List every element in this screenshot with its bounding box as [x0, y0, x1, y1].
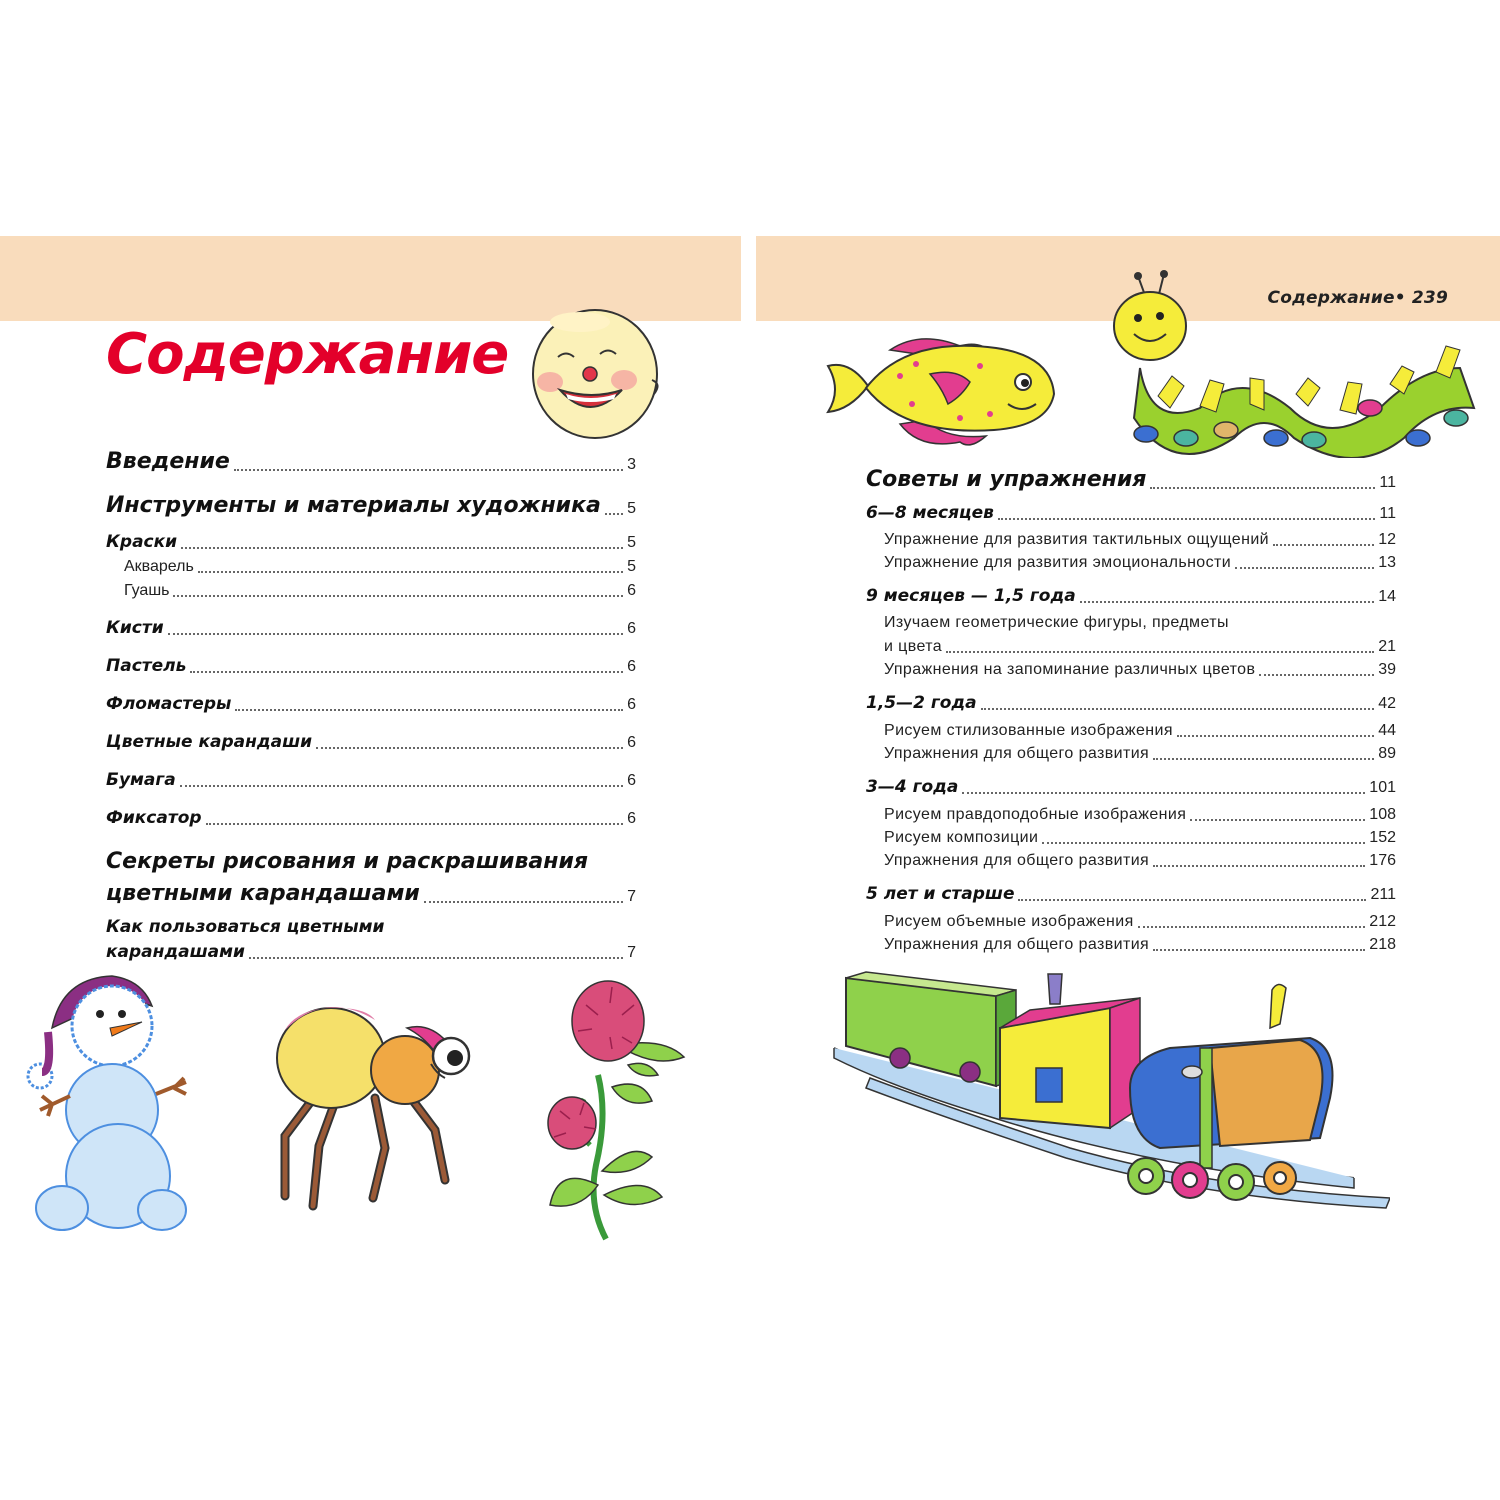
toc-entry-label: 3—4 года — [866, 777, 959, 797]
toc-leader — [1042, 841, 1365, 844]
toc-entry-page: 6 — [627, 810, 636, 827]
toc-entry-label: Бумага — [106, 770, 176, 790]
toc-entry[interactable] — [106, 916, 636, 962]
toc-entry-page: 152 — [1369, 829, 1396, 846]
toc-entry-label-line1: Изучаем геометрические фигуры, предметы — [884, 614, 1229, 631]
toc-entry[interactable] — [866, 713, 1396, 740]
toc-leader — [1190, 818, 1365, 821]
toc-entry-page: 14 — [1378, 588, 1396, 605]
toc-entry[interactable] — [866, 931, 1396, 954]
toc-entry[interactable] — [866, 797, 1396, 824]
toc-entry-label: Акварель — [124, 558, 194, 575]
toc-entry[interactable] — [106, 638, 636, 676]
toc-leader — [1153, 864, 1365, 867]
toc-entry-page: 39 — [1378, 661, 1396, 678]
toc-entry-label: Пастель — [106, 656, 187, 676]
toc-entry[interactable] — [106, 478, 636, 518]
toc-entry[interactable] — [866, 763, 1396, 797]
toc-leader — [1177, 734, 1374, 737]
toc-leader — [998, 517, 1376, 520]
toc-right — [866, 460, 1396, 954]
toc-entry-page: 6 — [627, 620, 636, 637]
toc-entry-page: 218 — [1369, 936, 1396, 953]
toc-entry-page: 42 — [1378, 695, 1396, 712]
toc-leader — [946, 650, 1374, 653]
toc-entry-label: 5 лет и старше — [866, 884, 1015, 904]
toc-entry-label: Гуашь — [124, 582, 170, 599]
toc-entry-label-line2: цветными карандашами — [106, 881, 420, 906]
toc-entry-label: Рисуем объемные изображения — [884, 913, 1134, 930]
toc-entry-label: Рисуем правдоподобные изображения — [884, 806, 1187, 823]
toc-leader — [962, 791, 1365, 794]
toc-leader — [234, 468, 623, 471]
toc-leader — [1153, 948, 1365, 951]
toc-entry-label: Фиксатор — [106, 808, 202, 828]
toc-entry-label: Упражнение для развития тактильных ощущений — [884, 531, 1269, 548]
toc-entry-label: Кисти — [106, 618, 164, 638]
toc-entry-page: 12 — [1378, 531, 1396, 548]
toc-entry[interactable] — [106, 600, 636, 638]
toc-entry-page: 6 — [627, 772, 636, 789]
toc-entry-page: 21 — [1378, 638, 1396, 655]
toc-entry-label: Упражнения на запоминание различных цветов — [884, 661, 1256, 678]
toc-entry[interactable] — [866, 656, 1396, 679]
toc-entry[interactable] — [866, 549, 1396, 572]
toc-leader — [605, 512, 623, 515]
toc-entry[interactable] — [866, 460, 1396, 492]
toc-entry[interactable] — [106, 438, 636, 474]
toc-entry[interactable] — [106, 676, 636, 714]
toc-entry-label: Инструменты и материалы художника — [106, 493, 601, 518]
train-drawing — [830, 968, 1390, 1228]
toc-entry-page: 7 — [627, 944, 636, 961]
clover-drawing — [538, 975, 698, 1245]
toc-entry-page: 11 — [1379, 505, 1396, 522]
face-drawing — [520, 302, 670, 442]
toc-entry-page: 108 — [1369, 806, 1396, 823]
running-head-page: 239 — [1411, 288, 1448, 308]
toc-entry-page: 5 — [627, 558, 636, 575]
toc-leader — [424, 900, 623, 903]
toc-entry-label: 1,5—2 года — [866, 693, 977, 713]
toc-leader — [235, 708, 623, 711]
toc-entry-page: 212 — [1369, 913, 1396, 930]
toc-entry-page: 89 — [1378, 745, 1396, 762]
toc-entry[interactable] — [106, 752, 636, 790]
toc-entry-label-line1: Секреты рисования и раскрашивания — [106, 849, 588, 874]
toc-entry-page: 6 — [627, 734, 636, 751]
toc-entry[interactable] — [866, 740, 1396, 763]
running-head: Содержание• 239 — [1267, 288, 1448, 308]
toc-entry-page: 5 — [627, 534, 636, 551]
snowman-drawing — [22, 968, 202, 1238]
toc-left — [106, 438, 636, 962]
toc-entry-label-line2: карандашами — [106, 942, 245, 962]
toc-entry-page: 6 — [627, 658, 636, 675]
toc-leader — [1235, 566, 1374, 569]
toc-leader — [173, 594, 623, 597]
toc-leader — [1259, 673, 1374, 676]
toc-entry[interactable] — [866, 492, 1396, 523]
page-title: Содержание — [106, 322, 509, 387]
toc-entry-page: 211 — [1370, 886, 1396, 903]
spider-drawing — [255, 998, 485, 1218]
toc-entry-label: Цветные карандаши — [106, 732, 313, 752]
toc-entry-label: Фломастеры — [106, 694, 232, 714]
toc-leader — [1273, 543, 1374, 546]
toc-entry-label: 9 месяцев — 1,5 года — [866, 586, 1076, 606]
toc-entry-label: Введение — [106, 449, 230, 474]
toc-entry[interactable] — [866, 679, 1396, 713]
toc-leader — [180, 784, 623, 787]
toc-entry[interactable] — [866, 870, 1396, 904]
toc-entry[interactable] — [106, 790, 636, 828]
toc-entry-label: Упражнение для развития эмоциональности — [884, 554, 1232, 571]
toc-entry-page: 7 — [627, 888, 636, 905]
toc-entry[interactable] — [106, 552, 636, 576]
toc-entry-page: 11 — [1379, 474, 1396, 491]
running-head-title: Содержание — [1267, 288, 1395, 308]
toc-entry[interactable] — [106, 714, 636, 752]
toc-entry-label: Рисуем стилизованные изображения — [884, 722, 1173, 739]
toc-leader — [181, 546, 623, 549]
toc-leader — [1138, 925, 1366, 928]
toc-entry-label: Советы и упражнения — [866, 467, 1147, 492]
fish-drawing — [820, 328, 1070, 456]
toc-entry[interactable] — [866, 523, 1396, 549]
toc-entry-page: 44 — [1378, 722, 1396, 739]
toc-leader — [1150, 486, 1375, 489]
toc-entry-label-line2: и цвета — [884, 638, 943, 655]
toc-leader — [168, 632, 623, 635]
toc-entry-page: 6 — [627, 696, 636, 713]
toc-entry-page: 176 — [1369, 852, 1396, 869]
toc-entry-label: Упражнения для общего развития — [884, 745, 1150, 762]
toc-entry[interactable] — [866, 612, 1396, 656]
toc-leader — [206, 822, 624, 825]
toc-leader — [316, 746, 623, 749]
toc-entry-label: 6—8 месяцев — [866, 503, 994, 523]
toc-entry[interactable] — [106, 848, 636, 906]
toc-entry-label: Краски — [106, 532, 178, 552]
toc-leader — [981, 707, 1375, 710]
toc-entry-page: 6 — [627, 582, 636, 599]
toc-leader — [249, 956, 623, 959]
toc-entry-label: Упражнения для общего развития — [884, 852, 1150, 869]
toc-entry[interactable] — [866, 847, 1396, 870]
toc-entry[interactable] — [866, 904, 1396, 931]
toc-entry[interactable] — [866, 572, 1396, 606]
caterpillar-drawing — [1100, 268, 1490, 458]
toc-entry-label-line1: Как пользоваться цветными — [106, 917, 385, 937]
toc-entry-page: 13 — [1378, 554, 1396, 571]
toc-entry-page: 5 — [627, 500, 636, 517]
toc-entry[interactable] — [106, 576, 636, 600]
toc-leader — [1080, 600, 1375, 603]
toc-entry-page: 101 — [1369, 779, 1396, 796]
toc-entry[interactable] — [866, 824, 1396, 847]
toc-entry-label: Упражнения для общего развития — [884, 936, 1150, 953]
toc-leader — [190, 670, 623, 673]
toc-entry-page: 3 — [627, 456, 636, 473]
toc-leader — [1153, 757, 1374, 760]
toc-leader — [1018, 898, 1366, 901]
toc-entry[interactable] — [106, 518, 636, 552]
toc-leader — [198, 570, 623, 573]
toc-entry-label: Рисуем композиции — [884, 829, 1039, 846]
